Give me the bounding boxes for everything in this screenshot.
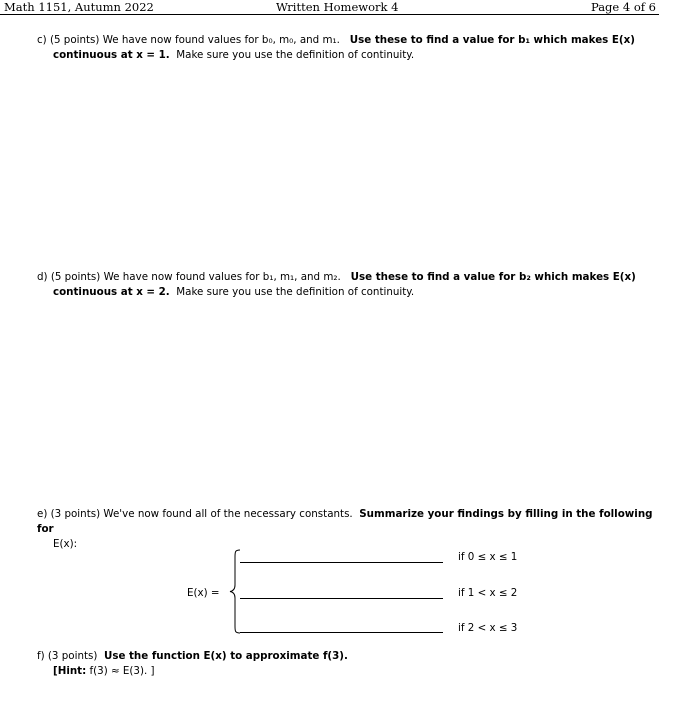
question-d-task: Use these to find a value for b₂ which makes E(x) xyxy=(350,271,636,283)
condition-1: if 0 ≤ x ≤ 1 xyxy=(458,551,518,563)
question-e-task: Summarize your findings by filling in the following for xyxy=(37,508,653,535)
question-f xyxy=(37,649,657,679)
condition-2: if 1 < x ≤ 2 xyxy=(458,587,518,599)
question-f-task: Use the function E(x) to approximate f(3). xyxy=(103,650,348,662)
question-f-hint-label: [Hint: xyxy=(53,665,87,677)
header-rule xyxy=(0,14,659,15)
question-e xyxy=(37,507,657,552)
question-e-label: e) (3 points) We've now found all of the necessary constants. xyxy=(37,508,353,520)
page-number: Page 4 of 6 xyxy=(590,0,656,14)
question-f-hint: f(3) ≈ E(3). ] xyxy=(89,665,155,677)
question-c-task-cont: continuous at x = 1. xyxy=(53,49,170,61)
question-d-task-cont: continuous at x = 2. xyxy=(53,286,170,298)
question-c-note: Make sure you use the definition of continuity. xyxy=(176,49,415,61)
question-f-label: f) (3 points) xyxy=(37,650,98,662)
condition-3: if 2 < x ≤ 3 xyxy=(458,622,518,634)
course-title: Math 1151, Autumn 2022 xyxy=(4,0,154,14)
piecewise-lhs: E(x) = xyxy=(187,587,220,599)
page-header xyxy=(0,0,690,14)
question-d-note: Make sure you use the definition of continuity. xyxy=(176,286,415,298)
assignment-title: Written Homework 4 xyxy=(276,0,399,14)
question-c-task: Use these to find a value for b₁ which makes E(x) xyxy=(349,34,635,46)
answer-blank-2[interactable] xyxy=(240,598,443,599)
answer-blank-1[interactable] xyxy=(240,562,443,563)
question-d xyxy=(37,270,657,300)
question-c xyxy=(37,33,657,63)
question-c-label: c) (5 points) We have now found values for b₀, m₀, and m₁. xyxy=(37,34,340,46)
question-e-task-cont: E(x): xyxy=(53,538,78,550)
question-d-label: d) (5 points) We have now found values for b₁, m₁, and m₂. xyxy=(37,271,341,283)
answer-blank-3[interactable] xyxy=(240,632,443,633)
